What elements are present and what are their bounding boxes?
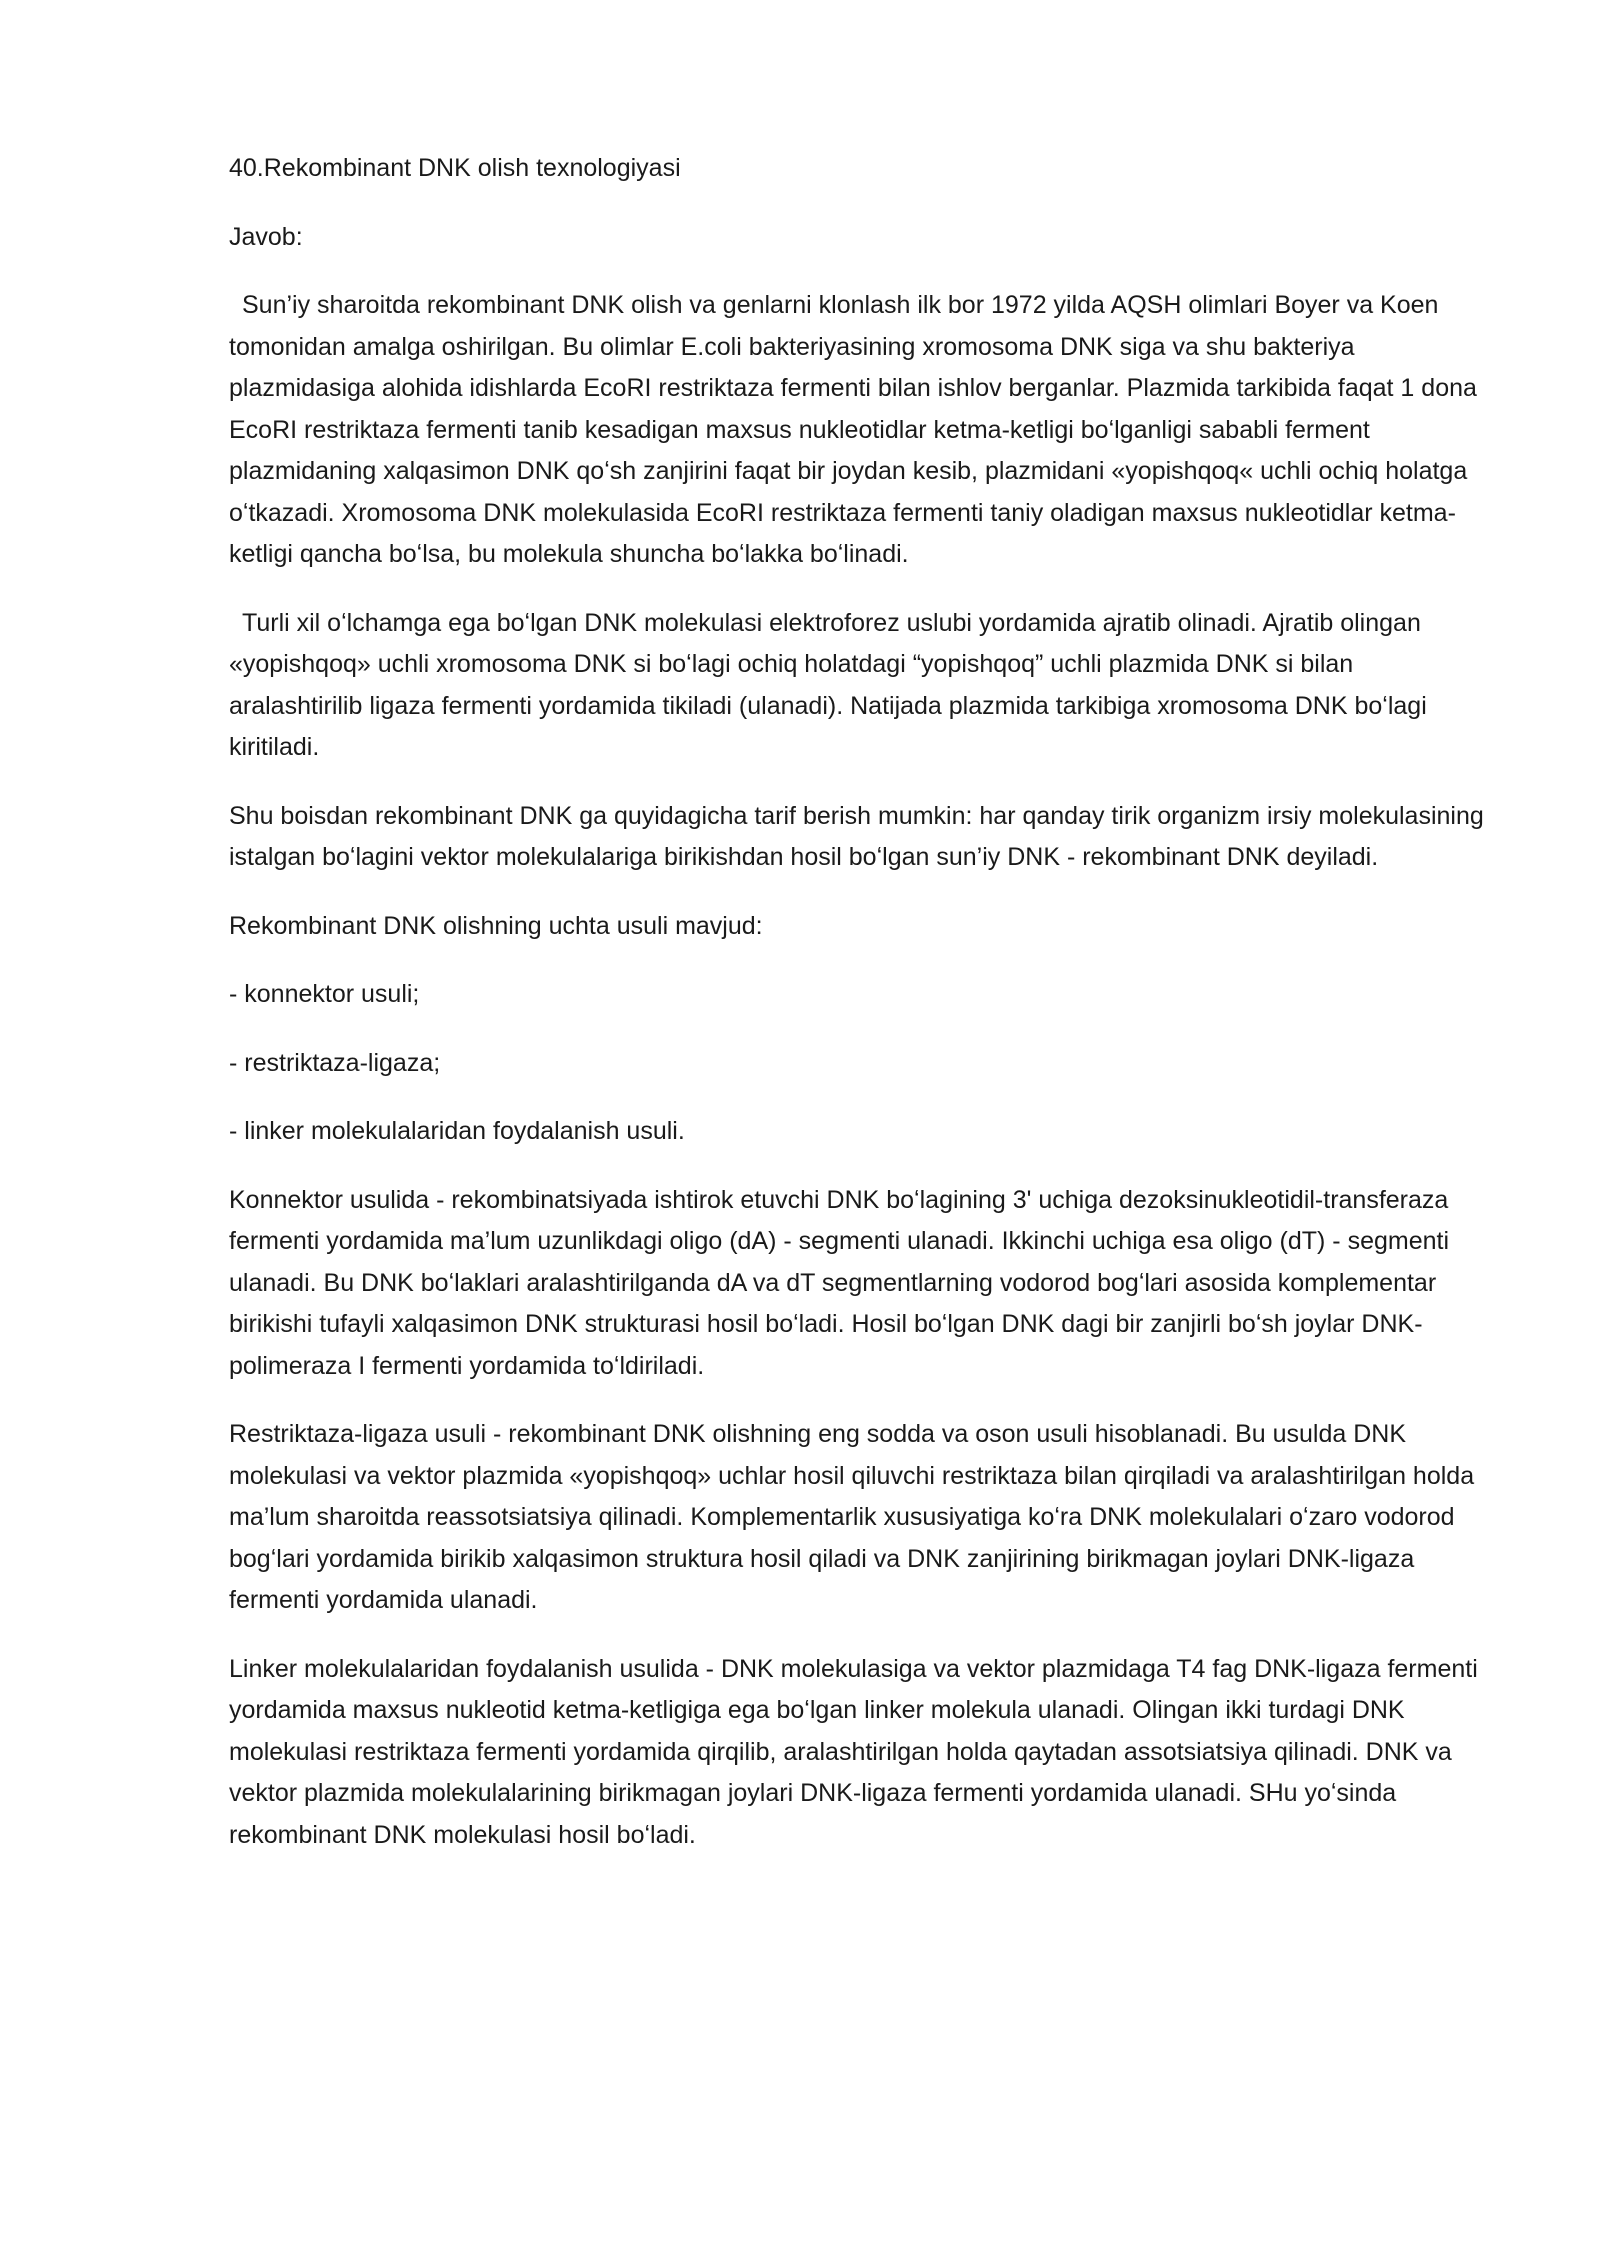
document-page [229, 148, 1491, 1883]
answer-label: Javob: [229, 222, 303, 251]
paragraph-restriction-ligase-method: Restriktaza-ligaza usuli - rekombinant DNK olishning eng sodda va oson usuli hisoblanadi. Bu usulda DNK molekulasi va vektor plazmida «yopishqoq» uchlar hosil qiluvchi restriktaza bilan qirqiladi va aralashtirilgan holda ma’lum sharoitda reassotsiatsiya qilinadi. Komplementarlik xususiyatiga koʻra DNK molekulalari oʻzaro vodorod bogʻlari yordamida birikib xalqasimon struktura hosil qiladi va DNK zanjirining birikmagan joylari DNK-ligaza fermenti yordamida ulanadi. [229, 1420, 1475, 1614]
paragraph-electrophoresis: Turli xil oʻlchamga ega boʻlgan DNK molekulasi elektroforez uslubi yordamida ajratib olinadi. Ajratib olingan «yopishqoq» uchli xromosoma DNK si boʻlagi ochiq holatdagi “yopishqoq” uchli plazmida DNK si bilan aralashtirilib ligaza fermenti yordamida tikiladi (ulanadi). Natijada plazmida tarkibiga xromosoma DNK boʻlagi kiritiladi. [229, 608, 1427, 761]
list-item-restriction-ligase: - restriktaza-ligaza; [229, 1048, 441, 1077]
paragraph-connector-method: Konnektor usulida - rekombinatsiyada ishtirok etuvchi DNK boʻlagining 3' uchiga dezoksinukleotidil-transferaza fermenti yordamida ma’lum uzunlikdagi oligo (dA) - segmenti ulanadi. Ikkinchi uchiga esa oligo (dT) - segmenti ulanadi. Bu DNK boʻlaklari aralashtirilganda dA va dT segmentlarning vodorod bogʻlari asosida komplementar birikishi tufayli xalqasimon DNK strukturasi hosil boʻladi. Hosil boʻlgan DNK dagi bir zanjirli boʻsh joylar DNK-polimeraza I fermenti yordamida toʻldiriladi. [229, 1185, 1450, 1380]
paragraph-linker-method: Linker molekulalaridan foydalanish usulida - DNK molekulasiga va vektor plazmidaga T4 fag DNK-ligaza fermenti yordamida maxsus nukleotid ketma-ketligiga ega boʻlgan linker molekula ulanadi. Olingan ikki turdagi DNK molekulasi restriktaza fermenti yordamida qirqilib, aralashtirilgan holda qaytadan assotsiatsiya qilinadi. DNK va vektor plazmida molekulalarining birikmagan joylari DNK-ligaza fermenti yordamida ulanadi. SHu yoʻsinda rekombinant DNK molekulasi hosil boʻladi. [229, 1654, 1478, 1849]
list-item-connector: - konnektor usuli; [229, 980, 420, 1008]
list-item-linker: - linker molekulalaridan foydalanish usuli. [229, 1117, 685, 1145]
document-title: 40.Rekombinant DNK olish texnologiyasi [229, 154, 681, 182]
paragraph-methods-intro: Rekombinant DNK olishning uchta usuli mavjud: [229, 911, 763, 940]
paragraph-definition: Shu boisdan rekombinant DNK ga quyidagicha tarif berish mumkin: har qanday tirik organizm irsiy molekulasining istalgan boʻlagini vektor molekulalariga birikishdan hosil boʻlgan sun’iy DNK - rekombinant DNK deyiladi. [229, 801, 1484, 871]
paragraph-history: Sun’iy sharoitda rekombinant DNK olish va genlarni klonlash ilk bor 1972 yilda AQSH olimlari Boyer va Koen tomonidan amalga oshirilgan. Bu olimlar E.coli bakteriyasining xromosoma DNK siga va shu bakteriya plazmidasiga alohida idishlarda EcoRI restriktaza fermenti bilan ishlov berganlar. Plazmida tarkibida faqat 1 dona EcoRI restriktaza fermenti tanib kesadigan maxsus nukleotidlar ketma-ketligi boʻlganligi sababli ferment plazmidaning xalqasimon DNK qoʻsh zanjirini faqat bir joydan kesib, plazmidani «yopishqoq« uchli ochiq holatga oʻtkazadi. Xromosoma DNK molekulasida EcoRI restriktaza fermenti taniy oladigan maxsus nukleotidlar ketma-ketligi qancha boʻlsa, bu molekula shuncha boʻlakka boʻlinadi. [229, 291, 1477, 568]
